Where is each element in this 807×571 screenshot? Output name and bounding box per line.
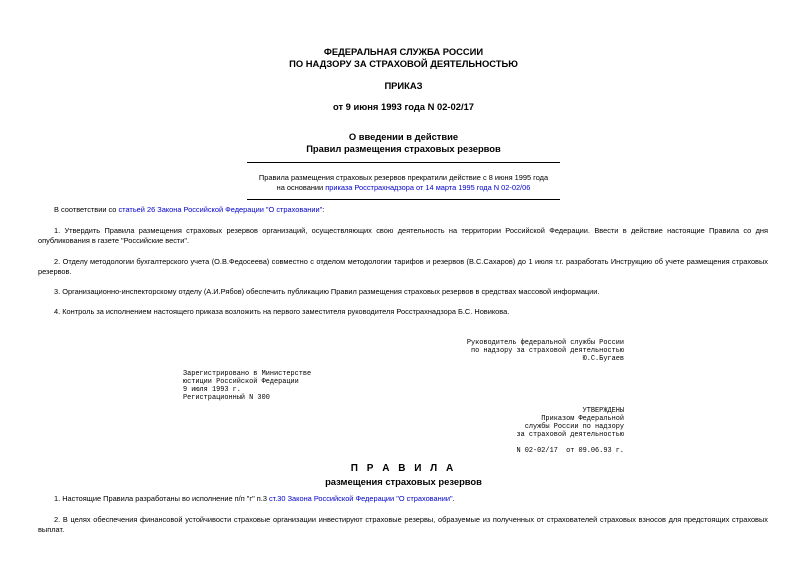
notice-top-rule (247, 162, 560, 163)
law-article-26-link[interactable]: статьей 26 Закона Российской Федерации "О страховании" (118, 205, 323, 214)
approval-line1: УТВЕРЖДЕНЫ (582, 407, 624, 415)
notice-line2 (0, 183, 807, 193)
order-item-1: 1. Утвердить Правила размещения страховых резервов организаций, осуществляющих свою деятельность на территории Российской Федерации. Ввести в действие настоящие Правила со дня опубликования в газете "Российские вести". (38, 226, 768, 245)
doc-subject-line1: О введении в действие (348, 131, 459, 142)
rules-title: П Р А В И Л А (350, 463, 457, 474)
order-item-3: 3. Организационно-инспекторскому отделу (А.И.Рябов) обеспечить публикацию Правил размещения страховых резервов в средствах массовой информации. (54, 287, 600, 296)
registration-line4: Регистрационный N 300 (183, 394, 270, 402)
approval-line4: за страховой деятельностью (516, 431, 624, 439)
registration-block (183, 370, 311, 402)
order-item-4: 4. Контроль за исполнением настоящего приказа возложить на первого заместителя руководителя Росстрахнадзора Б.С. Новикова. (54, 307, 510, 316)
law-article-30-link[interactable]: ст.30 Закона Российской Федерации "О страховании" (268, 494, 453, 503)
notice-bottom-rule (247, 199, 560, 200)
intro-prefix: В соответствии со (54, 205, 119, 214)
rules-item-2: 2. В целях обеспечения финансовой устойчивости страховые организации инвестируют страховые резервы, образуемые из полученных от страхователей страховых взносов для предстоящих страховых выплат. (38, 515, 768, 534)
doc-type: ПРИКАЗ (384, 80, 423, 91)
registration-line1: Зарегистрировано в Министерстве (183, 370, 312, 378)
signature-block (467, 339, 624, 363)
approval-line5: N 02-02/17 от 09.06.93 г. (516, 447, 624, 455)
registration-line3: 9 июля 1993 г. (183, 386, 241, 394)
approval-line2: Приказом Федеральной (541, 415, 624, 423)
intro-paragraph (38, 205, 768, 215)
rules-item-1 (38, 494, 768, 504)
registration-line2: юстиции Российской Федерации (183, 378, 299, 386)
rules-item1-suffix: . (452, 494, 455, 503)
notice-line2-prefix: на основании (276, 183, 326, 192)
doc-subject-line2: Правил размещения страховых резервов (306, 143, 501, 154)
notice-line1: Правила размещения страховых резервов прекратили действие с 8 июня 1995 года (258, 173, 549, 182)
intro-suffix: : (322, 205, 325, 214)
approval-block (516, 407, 624, 455)
order-item-2: 2. Отделу методологии бухгалтерского учета (О.В.Федосеева) совместно с отделом методологии тарифов и резервов (В.С.Сахаров) до 1 июля т.г. разработать Инструкцию об учете размещения страховых резервов. (38, 257, 768, 276)
approval-line3: службы России по надзору (524, 423, 624, 431)
doc-date-number: от 9 июня 1993 года N 02-02/17 (332, 101, 474, 112)
notice-amending-order-link[interactable]: приказа Росстрахнадзора от 14 марта 1995 года N 02-02/06 (325, 183, 531, 192)
signature-line1: Руководитель федеральной службы России (466, 339, 624, 347)
signature-line2: по надзору за страховой деятельностью (471, 347, 624, 355)
rules-subtitle: размещения страховых резервов (325, 476, 482, 487)
rules-item1-prefix: 1. Настоящие Правила разработаны во исполнение п/п "г" п.3 (54, 494, 269, 503)
org-name-line2: ПО НАДЗОРУ ЗА СТРАХОВОЙ ДЕЯТЕЛЬНОСТЬЮ (289, 58, 518, 69)
org-name-line1: ФЕДЕРАЛЬНАЯ СЛУЖБА РОССИИ (323, 46, 484, 57)
signature-line3: Ю.С.Бугаев (582, 355, 624, 363)
